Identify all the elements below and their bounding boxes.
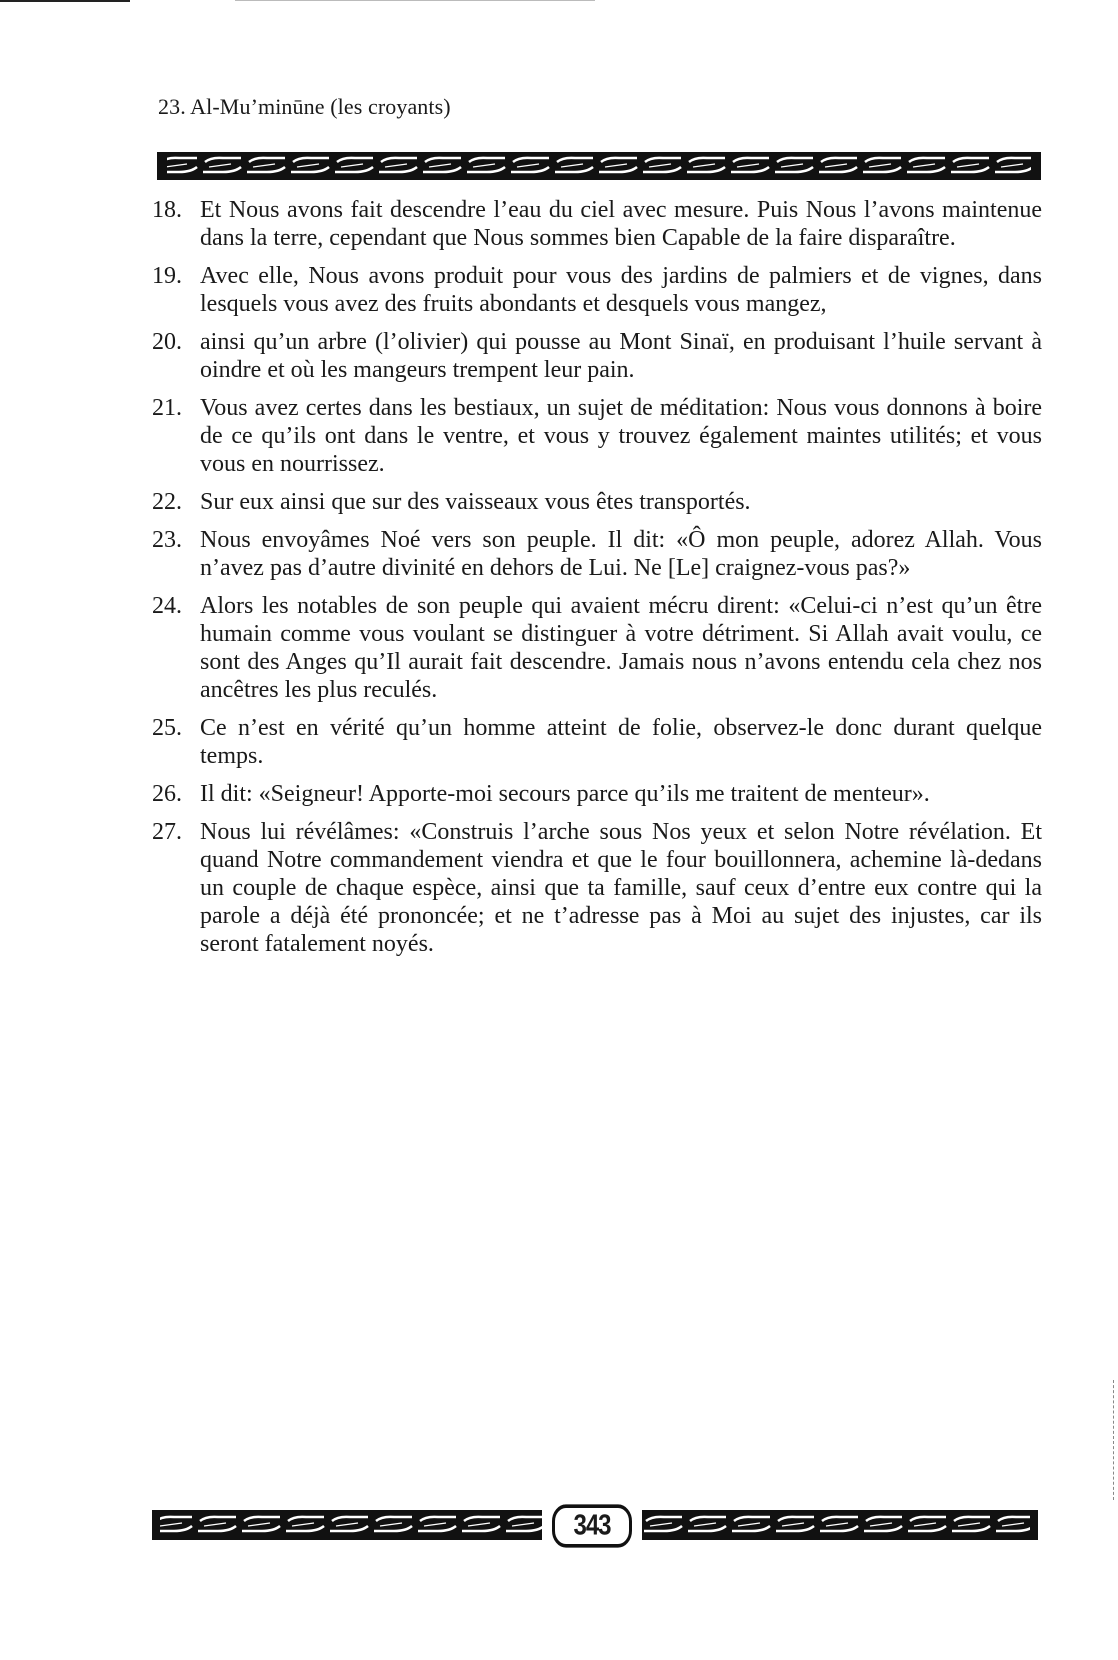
verse-20 [152, 328, 1042, 384]
verse-number: 22. [152, 489, 182, 515]
verse-text: Sur eux ainsi que sur des vaisseaux vous êtes transportés. [200, 489, 751, 515]
verse-text: Alors les notables de son peuple qui avaient mécru dirent: «Celui-ci n’est qu’un être humain comme vous voulant se distinguer à votre détriment. Si Allah avait voulu, ce sont des Anges qu’Il aurait fait descendre. Jamais nous n’avons entendu cela chez nos ancêtres les plus reculés. [200, 593, 1042, 703]
margin-scan-marks [1113, 1380, 1116, 1500]
ornamental-band-top [157, 152, 1041, 180]
verse-23 [152, 526, 1042, 582]
verse-list [152, 196, 1042, 968]
ornamental-band-footer-right [642, 1510, 1038, 1540]
verse-18 [152, 196, 1042, 252]
page-number: 343 [552, 1504, 631, 1547]
top-faint-rule [235, 0, 595, 1]
surah-header: 23. Al-Mu’minūne (les croyants) [158, 94, 451, 119]
verse-27 [152, 818, 1042, 958]
ornamental-band-footer-left [152, 1510, 542, 1540]
verse-text: Nous envoyâmes Noé vers son peuple. Il dit: «Ô mon peuple, adorez Allah. Vous n’avez pas d’autre divinité en dehors de Lui. Ne [Le] craignez-vous pas?» [200, 527, 1042, 581]
verse-number: 27. [152, 819, 182, 845]
verse-19 [152, 262, 1042, 318]
verse-number: 18. [152, 197, 182, 223]
verse-text: Nous lui révélâmes: «Construis l’arche sous Nos yeux et selon Notre révélation. Et quand Notre commandement viendra et que le four bouillonnera, achemine là-dedans un couple de chaque espèce, ainsi que ta famille, sauf ceux d’entre eux contre qui la parole a déjà été prononcée; et ne t’adresse pas à Moi au sujet des injustes, car ils seront fatalement noyés. [200, 819, 1042, 957]
verse-number: 25. [152, 715, 182, 741]
verse-text: ainsi qu’un arbre (l’olivier) qui pousse au Mont Sinaï, en produisant l’huile servant à oindre et où les mangeurs trempent leur pain. [200, 329, 1042, 383]
verse-number: 21. [152, 395, 182, 421]
page-number-cartouche [540, 1500, 644, 1552]
verse-text: Ce n’est en vérité qu’un homme atteint de folie, observez-le donc durant quelque temps. [200, 715, 1042, 769]
verse-text: Il dit: «Seigneur! Apporte-moi secours parce qu’ils me traitent de menteur». [200, 781, 930, 807]
verse-number: 19. [152, 263, 182, 289]
verse-number: 23. [152, 527, 182, 553]
verse-text: Vous avez certes dans les bestiaux, un sujet de méditation: Nous vous donnons à boire de ce qu’ils ont dans le ventre, et vous y trouvez également maintes utilités; et vous vous en nourrissez. [200, 395, 1042, 477]
top-edge-rule [0, 0, 130, 2]
verse-25 [152, 714, 1042, 770]
verse-24 [152, 592, 1042, 704]
verse-text: Avec elle, Nous avons produit pour vous des jardins de palmiers et de vignes, dans lesquels vous avez des fruits abondants et desquels vous mangez, [200, 263, 1042, 317]
verse-number: 26. [152, 781, 182, 807]
verse-number: 20. [152, 329, 182, 355]
verse-26 [152, 780, 1042, 808]
verse-number: 24. [152, 593, 182, 619]
verse-21 [152, 394, 1042, 478]
verse-text: Et Nous avons fait descendre l’eau du ciel avec mesure. Puis Nous l’avons maintenue dans la terre, cependant que Nous sommes bien Capable de la faire disparaître. [200, 197, 1042, 251]
verse-22 [152, 488, 1042, 516]
